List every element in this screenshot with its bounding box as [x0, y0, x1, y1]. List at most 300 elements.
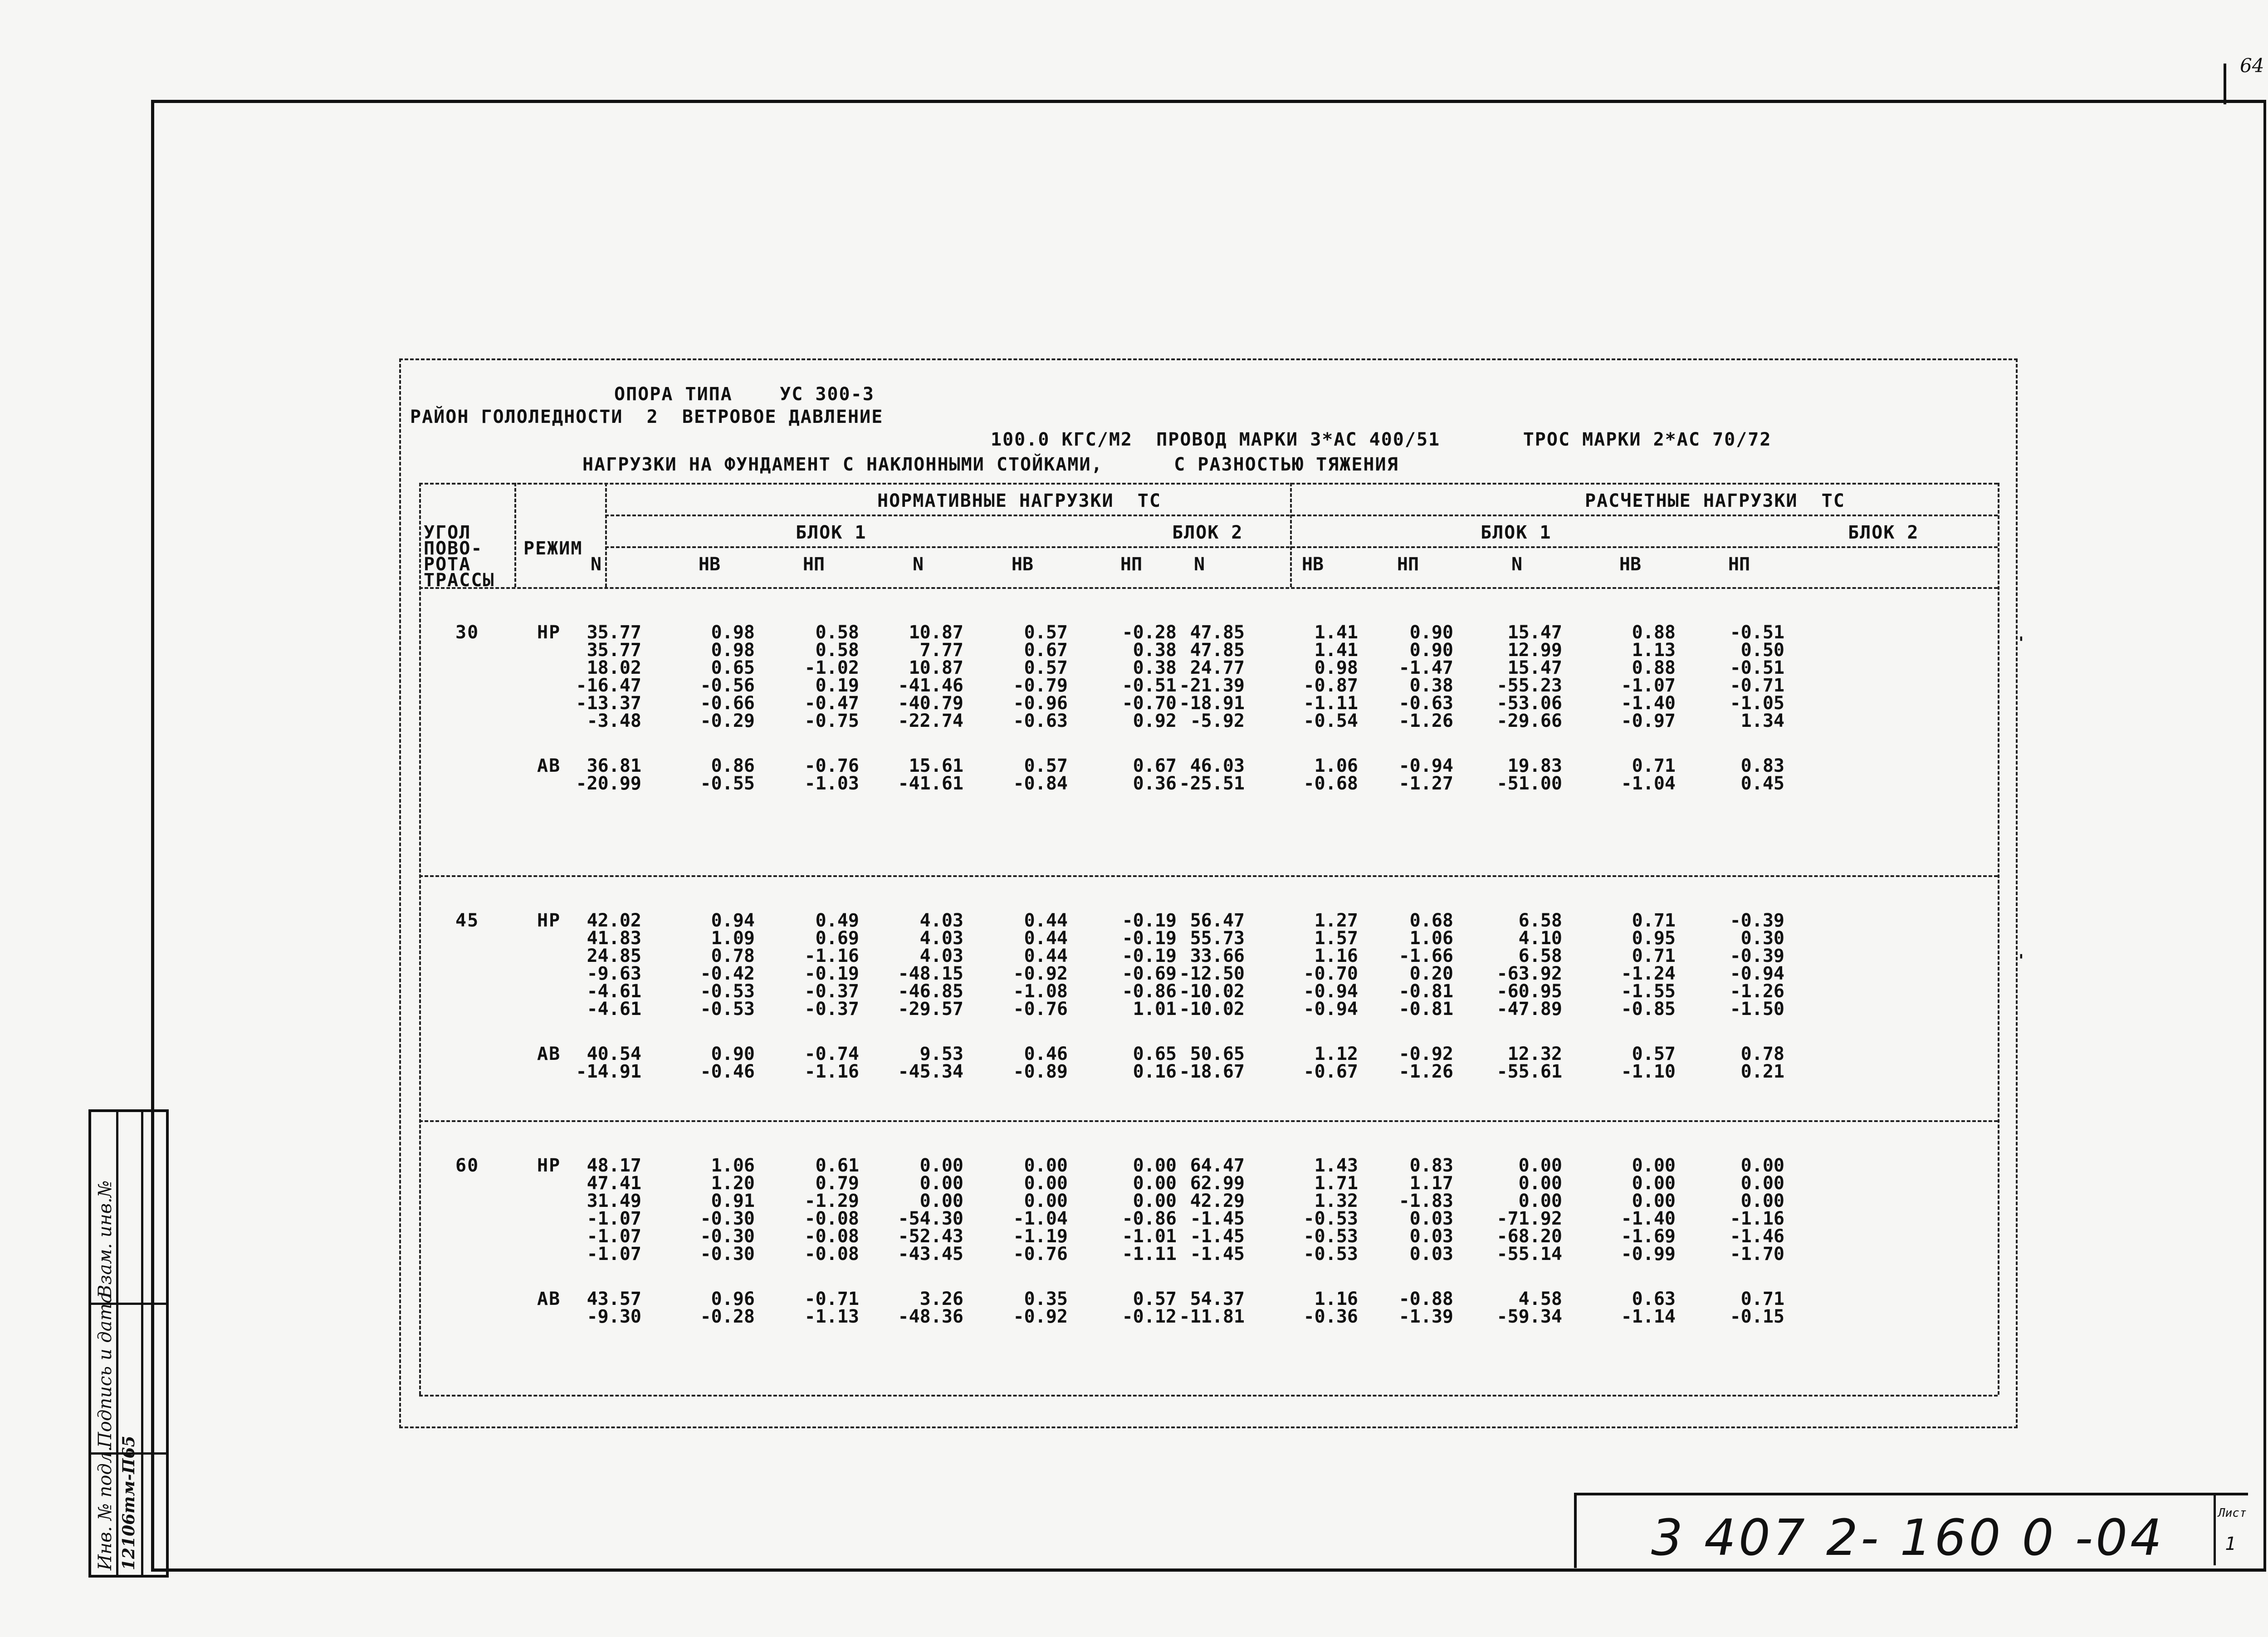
- table-cell: -1.07: [587, 1208, 641, 1229]
- table-cell: -0.08: [804, 1226, 859, 1247]
- table-cell: -0.69: [1122, 963, 1177, 984]
- table-cell: 0.95: [1632, 928, 1676, 949]
- table-cell: -1.26: [1730, 981, 1784, 1002]
- table-cell: 4.03: [919, 946, 963, 966]
- table-cell: -55.14: [1496, 1244, 1562, 1265]
- support-type: ОПОРА ТИПА УС 300-3: [614, 384, 875, 405]
- table-cell: -9.63: [587, 963, 641, 984]
- table-cell: -1.45: [1190, 1208, 1245, 1229]
- table-cell: 0.00: [1632, 1155, 1676, 1176]
- sub-header-cell: N: [912, 554, 924, 575]
- table-rule: [605, 515, 1998, 516]
- table-cell: -0.66: [700, 693, 755, 714]
- table-cell: -1.04: [1013, 1208, 1068, 1229]
- table-cell: -0.79: [1013, 675, 1068, 696]
- col-angle-2: ПОВО-: [424, 538, 483, 559]
- table-cell: -1.66: [1398, 946, 1453, 966]
- table-cell: -0.70: [1122, 693, 1177, 714]
- table-cell: -53.06: [1496, 693, 1562, 714]
- table-cell: -0.19: [1122, 910, 1177, 931]
- table-cell: 24.77: [1190, 657, 1245, 678]
- table-cell: -1.04: [1621, 773, 1676, 794]
- col-des-block1: БЛОК 1: [1481, 522, 1552, 543]
- table-cell: 0.00: [1024, 1173, 1068, 1194]
- mode-value: АВ: [537, 1289, 561, 1309]
- table-cell: -0.63: [1013, 711, 1068, 731]
- table-cell: 0.67: [1133, 755, 1177, 776]
- table-cell: 15.47: [1507, 622, 1562, 643]
- table-cell: -10.02: [1179, 981, 1245, 1002]
- table-cell: -41.61: [898, 773, 963, 794]
- table-cell: -1.11: [1303, 693, 1358, 714]
- table-cell: -0.37: [804, 999, 859, 1019]
- table-cell: -1.26: [1398, 1061, 1453, 1082]
- table-cell: -41.46: [898, 675, 963, 696]
- table-cell: 0.00: [1133, 1173, 1177, 1194]
- table-cell: -0.94: [1398, 755, 1453, 776]
- table-cell: -0.76: [1013, 999, 1068, 1019]
- table-cell: 1.16: [1314, 1289, 1358, 1309]
- table-cell: 0.03: [1409, 1226, 1453, 1247]
- binding-stamp-sign-label: Подпись и дата: [95, 1292, 116, 1448]
- binding-stamp-inv-label: Инв. № подл.: [95, 1446, 116, 1570]
- table-cell: 0.92: [1133, 711, 1177, 731]
- table-cell: -0.55: [700, 773, 755, 794]
- table-cell: -0.94: [1303, 999, 1358, 1019]
- table-cell: -45.34: [898, 1061, 963, 1082]
- table-cell: 1.16: [1314, 946, 1358, 966]
- table-cell: 0.00: [1518, 1173, 1562, 1194]
- table-cell: 0.00: [919, 1191, 963, 1211]
- sheet-cell-label: Лист: [2218, 1506, 2247, 1520]
- table-cell: 1.34: [1740, 711, 1784, 731]
- table-cell: -48.36: [898, 1306, 963, 1327]
- load-table-printout: [399, 358, 2018, 1428]
- table-cell: -1.70: [1730, 1244, 1784, 1265]
- table-cell: -21.39: [1179, 675, 1245, 696]
- table-cell: 0.00: [1133, 1155, 1177, 1176]
- table-cell: 46.03: [1190, 755, 1245, 776]
- table-cell: -0.75: [804, 711, 859, 731]
- table-rule: [419, 483, 1998, 485]
- table-cell: -59.34: [1496, 1306, 1562, 1327]
- table-cell: -0.47: [804, 693, 859, 714]
- table-cell: -1.26: [1398, 711, 1453, 731]
- table-cell: 0.98: [711, 622, 755, 643]
- table-cell: 0.98: [1314, 657, 1358, 678]
- sub-header-cell: НП: [802, 554, 825, 575]
- table-cell: 0.63: [1632, 1289, 1676, 1309]
- table-cell: -0.76: [1013, 1244, 1068, 1265]
- table-cell: -1.11: [1122, 1244, 1177, 1265]
- table-cell: -1.13: [804, 1306, 859, 1327]
- table-cell: -0.94: [1303, 981, 1358, 1002]
- table-cell: -22.74: [898, 711, 963, 731]
- table-cell: -1.24: [1621, 963, 1676, 984]
- table-cell: 42.29: [1190, 1191, 1245, 1211]
- table-cell: -1.45: [1190, 1226, 1245, 1247]
- table-cell: 0.67: [1024, 640, 1068, 661]
- table-cell: 10.87: [909, 657, 963, 678]
- table-cell: -0.94: [1730, 963, 1784, 984]
- table-cell: -0.08: [804, 1244, 859, 1265]
- table-cell: -0.30: [700, 1244, 755, 1265]
- table-cell: 1.32: [1314, 1191, 1358, 1211]
- table-cell: -63.92: [1496, 963, 1562, 984]
- table-cell: -1.50: [1730, 999, 1784, 1019]
- table-cell: -0.71: [1730, 675, 1784, 696]
- table-rule: [419, 1395, 1998, 1397]
- table-cell: -18.91: [1179, 693, 1245, 714]
- table-cell: -0.19: [1122, 928, 1177, 949]
- table-cell: -1.10: [1621, 1061, 1676, 1082]
- sub-header-cell: НВ: [1011, 554, 1034, 575]
- binding-stamp: [88, 1109, 169, 1578]
- table-cell: -1.03: [804, 773, 859, 794]
- table-cell: 4.03: [919, 928, 963, 949]
- table-cell: 1.17: [1409, 1173, 1453, 1194]
- sub-header-cell: НП: [1728, 554, 1750, 575]
- table-cell: 35.77: [587, 622, 641, 643]
- table-rule: [419, 483, 421, 1395]
- table-cell: 0.91: [711, 1191, 755, 1211]
- binding-stamp-value: 12106тм-П65: [119, 1436, 138, 1570]
- table-cell: -0.53: [700, 981, 755, 1002]
- table-cell: 0.44: [1024, 910, 1068, 931]
- table-cell: 9.53: [919, 1044, 963, 1064]
- table-cell: -0.53: [1303, 1226, 1358, 1247]
- table-cell: 0.19: [815, 675, 859, 696]
- table-cell: 0.00: [1740, 1173, 1784, 1194]
- table-cell: -0.74: [804, 1044, 859, 1064]
- table-cell: 0.00: [1740, 1155, 1784, 1176]
- table-cell: 42.02: [587, 910, 641, 931]
- table-cell: -0.56: [700, 675, 755, 696]
- table-cell: 0.50: [1740, 640, 1784, 661]
- table-cell: -0.84: [1013, 773, 1068, 794]
- table-cell: -0.28: [1122, 622, 1177, 643]
- mode-value: НР: [537, 1155, 561, 1176]
- table-cell: 0.00: [919, 1173, 963, 1194]
- table-cell: 3.26: [919, 1289, 963, 1309]
- table-cell: -0.68: [1303, 773, 1358, 794]
- table-cell: -0.29: [700, 711, 755, 731]
- table-cell: 0.88: [1632, 622, 1676, 643]
- table-cell: -0.19: [1122, 946, 1177, 966]
- table-cell: -0.51: [1122, 675, 1177, 696]
- table-cell: -1.45: [1190, 1244, 1245, 1265]
- col-angle-1: УГОЛ: [424, 522, 471, 543]
- sheet-cell-value: 1: [2225, 1534, 2236, 1554]
- table-cell: -5.92: [1190, 711, 1245, 731]
- table-cell: 0.00: [1024, 1191, 1068, 1211]
- table-cell: 0.86: [711, 755, 755, 776]
- angle-value: 30: [455, 622, 479, 643]
- table-cell: -0.86: [1122, 981, 1177, 1002]
- table-cell: 0.78: [711, 946, 755, 966]
- col-angle-3: РОТА: [424, 554, 471, 575]
- col-norm-block2: БЛОК 2: [1172, 522, 1243, 543]
- table-cell: 50.65: [1190, 1044, 1245, 1064]
- table-cell: -1.14: [1621, 1306, 1676, 1327]
- table-cell: 0.83: [1740, 755, 1784, 776]
- table-cell: 0.65: [1133, 1044, 1177, 1064]
- margin-mark: ': [2016, 951, 2026, 970]
- table-cell: 1.06: [1314, 755, 1358, 776]
- table-cell: -0.39: [1730, 910, 1784, 931]
- table-cell: 64.47: [1190, 1155, 1245, 1176]
- col-mode: РЕЖИМ: [523, 538, 583, 559]
- table-cell: 1.09: [711, 928, 755, 949]
- sub-header-cell: НП: [1120, 554, 1143, 575]
- table-cell: -55.61: [1496, 1061, 1562, 1082]
- table-cell: -3.48: [587, 711, 641, 731]
- table-cell: 1.57: [1314, 928, 1358, 949]
- table-cell: -1.08: [1013, 981, 1068, 1002]
- table-cell: -47.89: [1496, 999, 1562, 1019]
- table-cell: -1.55: [1621, 981, 1676, 1002]
- table-cell: 15.61: [909, 755, 963, 776]
- table-cell: 0.00: [1133, 1191, 1177, 1211]
- table-cell: 0.68: [1409, 910, 1453, 931]
- binding-stamp-replace-label: Взам. инв.№: [95, 1180, 116, 1298]
- table-cell: 0.16: [1133, 1061, 1177, 1082]
- table-cell: -68.20: [1496, 1226, 1562, 1247]
- table-cell: 0.79: [815, 1173, 859, 1194]
- table-cell: -0.70: [1303, 963, 1358, 984]
- table-cell: 0.61: [815, 1155, 859, 1176]
- table-cell: 0.71: [1632, 946, 1676, 966]
- table-cell: -0.51: [1730, 657, 1784, 678]
- table-cell: -0.15: [1730, 1306, 1784, 1327]
- table-cell: -1.40: [1621, 693, 1676, 714]
- table-cell: -0.37: [804, 981, 859, 1002]
- table-cell: 0.00: [1518, 1191, 1562, 1211]
- table-cell: -0.88: [1398, 1289, 1453, 1309]
- table-cell: -1.01: [1122, 1226, 1177, 1247]
- table-cell: -20.99: [576, 773, 641, 794]
- table-cell: 0.38: [1133, 640, 1177, 661]
- table-cell: 0.90: [711, 1044, 755, 1064]
- sub-header-cell: НВ: [698, 554, 721, 575]
- table-cell: 1.43: [1314, 1155, 1358, 1176]
- table-cell: -1.16: [1730, 1208, 1784, 1229]
- mode-value: НР: [537, 622, 561, 643]
- table-cell: -1.83: [1398, 1191, 1453, 1211]
- table-rule: [605, 546, 1998, 548]
- table-cell: 1.71: [1314, 1173, 1358, 1194]
- table-cell: 0.58: [815, 640, 859, 661]
- table-cell: 0.36: [1133, 773, 1177, 794]
- table-cell: -1.46: [1730, 1226, 1784, 1247]
- table-cell: 0.57: [1632, 1044, 1676, 1064]
- table-cell: 33.66: [1190, 946, 1245, 966]
- table-cell: 0.03: [1409, 1208, 1453, 1229]
- table-cell: 1.12: [1314, 1044, 1358, 1064]
- sub-header-cell: N: [1193, 554, 1205, 575]
- col-design: РАСЧЕТНЫЕ НАГРУЗКИ ТС: [1585, 490, 1845, 511]
- table-cell: 1.20: [711, 1173, 755, 1194]
- table-cell: -51.00: [1496, 773, 1562, 794]
- table-cell: 31.49: [587, 1191, 641, 1211]
- table-cell: 56.47: [1190, 910, 1245, 931]
- table-cell: -1.16: [804, 946, 859, 966]
- table-cell: -0.30: [700, 1226, 755, 1247]
- table-cell: -0.92: [1013, 963, 1068, 984]
- table-cell: 0.38: [1409, 675, 1453, 696]
- table-cell: -0.86: [1122, 1208, 1177, 1229]
- table-cell: 47.85: [1190, 640, 1245, 661]
- table-cell: 1.41: [1314, 622, 1358, 643]
- table-cell: 12.32: [1507, 1044, 1562, 1064]
- table-cell: 0.44: [1024, 928, 1068, 949]
- table-cell: -0.97: [1621, 711, 1676, 731]
- wire-brand: 100.0 КГС/М2 ПРОВОД МАРКИ 3*АС 400/51 ТРОС МАРКИ 2*АС 70/72: [991, 429, 1772, 450]
- table-cell: 10.87: [909, 622, 963, 643]
- table-cell: -4.61: [587, 999, 641, 1019]
- table-cell: -13.37: [576, 693, 641, 714]
- table-cell: 0.96: [711, 1289, 755, 1309]
- table-cell: -54.30: [898, 1208, 963, 1229]
- table-cell: -0.54: [1303, 711, 1358, 731]
- table-cell: -0.71: [804, 1289, 859, 1309]
- table-cell: -0.89: [1013, 1061, 1068, 1082]
- table-cell: 47.85: [1190, 622, 1245, 643]
- table-cell: -0.92: [1398, 1044, 1453, 1064]
- mode-value: АВ: [537, 1044, 561, 1064]
- table-cell: -0.53: [700, 999, 755, 1019]
- angle-value: 45: [455, 910, 479, 931]
- table-cell: -0.67: [1303, 1061, 1358, 1082]
- table-cell: -0.30: [700, 1208, 755, 1229]
- table-rule: [419, 875, 1998, 877]
- table-cell: -1.47: [1398, 657, 1453, 678]
- table-title: НАГРУЗКИ НА ФУНДАМЕНТ С НАКЛОННЫМИ СТОЙКАМИ, С РАЗНОСТЬЮ ТЯЖЕНИЯ: [582, 454, 1399, 475]
- table-cell: 55.73: [1190, 928, 1245, 949]
- col-des-block2: БЛОК 2: [1848, 522, 1919, 543]
- table-cell: 0.57: [1133, 1289, 1177, 1309]
- table-cell: -0.85: [1621, 999, 1676, 1019]
- table-cell: 0.38: [1133, 657, 1177, 678]
- mode-value: АВ: [537, 755, 561, 776]
- table-cell: 0.21: [1740, 1061, 1784, 1082]
- frame-tick: [2224, 64, 2226, 104]
- table-cell: -1.40: [1621, 1208, 1676, 1229]
- table-cell: -0.81: [1398, 981, 1453, 1002]
- table-cell: 0.98: [711, 640, 755, 661]
- table-cell: 0.00: [919, 1155, 963, 1176]
- table-cell: 0.71: [1632, 910, 1676, 931]
- table-cell: 19.83: [1507, 755, 1562, 776]
- table-cell: 54.37: [1190, 1289, 1245, 1309]
- table-cell: 0.00: [1632, 1173, 1676, 1194]
- table-cell: 41.83: [587, 928, 641, 949]
- table-cell: -55.23: [1496, 675, 1562, 696]
- table-cell: -0.28: [700, 1306, 755, 1327]
- table-cell: -1.27: [1398, 773, 1453, 794]
- table-cell: -16.47: [576, 675, 641, 696]
- table-cell: -0.76: [804, 755, 859, 776]
- table-cell: -9.30: [587, 1306, 641, 1327]
- table-cell: 40.54: [587, 1044, 641, 1064]
- table-cell: 43.57: [587, 1289, 641, 1309]
- table-cell: 0.65: [711, 657, 755, 678]
- table-cell: 47.41: [587, 1173, 641, 1194]
- table-cell: -1.05: [1730, 693, 1784, 714]
- table-cell: -0.51: [1730, 622, 1784, 643]
- table-cell: 4.10: [1518, 928, 1562, 949]
- sub-header-cell: N: [1511, 554, 1523, 575]
- table-cell: -0.19: [804, 963, 859, 984]
- table-cell: -29.57: [898, 999, 963, 1019]
- table-cell: -1.07: [587, 1244, 641, 1265]
- table-cell: 18.02: [587, 657, 641, 678]
- table-cell: 0.71: [1740, 1289, 1784, 1309]
- table-cell: 0.46: [1024, 1044, 1068, 1064]
- table-cell: 0.03: [1409, 1244, 1453, 1265]
- col-angle-4: ТРАССЫ: [424, 570, 495, 591]
- table-cell: 4.58: [1518, 1289, 1562, 1309]
- table-cell: 48.17: [587, 1155, 641, 1176]
- table-cell: 7.77: [919, 640, 963, 661]
- table-cell: -1.16: [804, 1061, 859, 1082]
- table-cell: 0.71: [1632, 755, 1676, 776]
- sub-header-cell: НВ: [1301, 554, 1324, 575]
- table-cell: 0.00: [1518, 1155, 1562, 1176]
- table-cell: -0.36: [1303, 1306, 1358, 1327]
- sheet-number: 64: [2240, 54, 2264, 77]
- table-cell: 0.90: [1409, 640, 1453, 661]
- table-cell: 0.94: [711, 910, 755, 931]
- table-cell: 1.13: [1632, 640, 1676, 661]
- table-cell: 62.99: [1190, 1173, 1245, 1194]
- table-cell: 0.57: [1024, 755, 1068, 776]
- table-cell: -1.29: [804, 1191, 859, 1211]
- table-cell: 1.06: [711, 1155, 755, 1176]
- table-cell: -0.87: [1303, 675, 1358, 696]
- table-cell: -0.53: [1303, 1208, 1358, 1229]
- table-cell: -0.12: [1122, 1306, 1177, 1327]
- table-cell: -71.92: [1496, 1208, 1562, 1229]
- table-cell: -0.46: [700, 1061, 755, 1082]
- angle-value: 60: [455, 1155, 479, 1176]
- icing-district: РАЙОН ГОЛОЛЕДНОСТИ 2 ВЕТРОВОЕ ДАВЛЕНИЕ: [410, 407, 884, 427]
- table-cell: -48.15: [898, 963, 963, 984]
- table-cell: -1.07: [587, 1226, 641, 1247]
- table-cell: 0.88: [1632, 657, 1676, 678]
- table-cell: 0.57: [1024, 657, 1068, 678]
- table-cell: -40.79: [898, 693, 963, 714]
- table-cell: -0.81: [1398, 999, 1453, 1019]
- table-cell: 0.45: [1740, 773, 1784, 794]
- sub-header-cell: N: [590, 554, 602, 575]
- table-cell: -1.39: [1398, 1306, 1453, 1327]
- table-cell: 12.99: [1507, 640, 1562, 661]
- sub-header-cell: НВ: [1619, 554, 1642, 575]
- table-cell: 24.85: [587, 946, 641, 966]
- table-cell: -0.08: [804, 1208, 859, 1229]
- table-cell: -0.99: [1621, 1244, 1676, 1265]
- col-normative: НОРМАТИВНЫЕ НАГРУЗКИ ТС: [877, 490, 1161, 511]
- table-cell: -1.07: [1621, 675, 1676, 696]
- table-cell: 1.41: [1314, 640, 1358, 661]
- table-cell: 0.69: [815, 928, 859, 949]
- sub-header-cell: НП: [1397, 554, 1419, 575]
- table-cell: 36.81: [587, 755, 641, 776]
- col-norm-block1: БЛОК 1: [796, 522, 867, 543]
- table-cell: -10.02: [1179, 999, 1245, 1019]
- table-cell: -0.42: [700, 963, 755, 984]
